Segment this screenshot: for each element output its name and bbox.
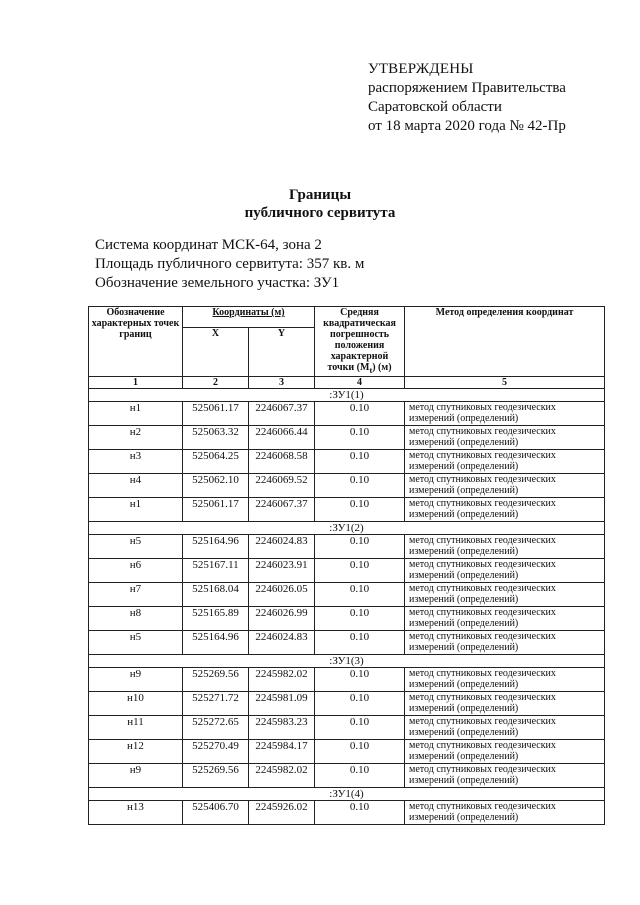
x-cell: 525064.25 bbox=[183, 450, 249, 474]
x-cell: 525270.49 bbox=[183, 740, 249, 764]
x-cell: 525269.56 bbox=[183, 668, 249, 692]
error-cell: 0.10 bbox=[315, 559, 405, 583]
error-cell: 0.10 bbox=[315, 692, 405, 716]
land-plot-designation: Обозначение земельного участка: ЗУ1 bbox=[95, 275, 340, 291]
group-label: :ЗУ1(1) bbox=[89, 389, 605, 402]
error-cell: 0.10 bbox=[315, 740, 405, 764]
method-cell: метод спутниковых геодезических измерений (определений) bbox=[405, 535, 605, 559]
y-cell: 2246068.58 bbox=[249, 450, 315, 474]
error-cell: 0.10 bbox=[315, 668, 405, 692]
header-point: Обозначение характерных точек границ bbox=[89, 307, 183, 377]
x-cell: 525164.96 bbox=[183, 535, 249, 559]
header-coords: Координаты (м) bbox=[183, 307, 315, 328]
table-row bbox=[89, 692, 605, 716]
method-cell: метод спутниковых геодезических измерений (определений) bbox=[405, 402, 605, 426]
table-row bbox=[89, 764, 605, 788]
error-cell: 0.10 bbox=[315, 402, 405, 426]
approval-line: Саратовской области bbox=[368, 99, 502, 115]
y-cell: 2245982.02 bbox=[249, 668, 315, 692]
table-row bbox=[89, 426, 605, 450]
y-cell: 2246026.99 bbox=[249, 607, 315, 631]
column-number: 5 bbox=[405, 377, 605, 389]
point-cell: н6 bbox=[89, 559, 183, 583]
y-cell: 2246067.37 bbox=[249, 402, 315, 426]
point-cell: н4 bbox=[89, 474, 183, 498]
group-row bbox=[89, 655, 605, 668]
table-row bbox=[89, 668, 605, 692]
column-number: 4 bbox=[315, 377, 405, 389]
document-title bbox=[0, 186, 640, 222]
table-row bbox=[89, 474, 605, 498]
group-label: :ЗУ1(3) bbox=[89, 655, 605, 668]
y-cell: 2246066.44 bbox=[249, 426, 315, 450]
error-cell: 0.10 bbox=[315, 450, 405, 474]
servitude-area: Площадь публичного сервитута: 357 кв. м bbox=[95, 256, 365, 272]
y-cell: 2245926.02 bbox=[249, 801, 315, 825]
method-cell: метод спутниковых геодезических измерений (определений) bbox=[405, 764, 605, 788]
point-cell: н1 bbox=[89, 402, 183, 426]
method-cell: метод спутниковых геодезических измерений (определений) bbox=[405, 668, 605, 692]
table-row bbox=[89, 535, 605, 559]
method-cell: метод спутниковых геодезических измерений (определений) bbox=[405, 740, 605, 764]
x-cell: 525168.04 bbox=[183, 583, 249, 607]
method-cell: метод спутниковых геодезических измерений (определений) bbox=[405, 474, 605, 498]
point-cell: н13 bbox=[89, 801, 183, 825]
error-cell: 0.10 bbox=[315, 474, 405, 498]
error-cell: 0.10 bbox=[315, 716, 405, 740]
y-cell: 2246069.52 bbox=[249, 474, 315, 498]
column-number: 3 bbox=[249, 377, 315, 389]
error-cell: 0.10 bbox=[315, 801, 405, 825]
header-error: Средняя квадратическая погрешность положения характерной точки $(M_t)$ (м) bbox=[315, 307, 405, 377]
method-cell: метод спутниковых геодезических измерений (определений) bbox=[405, 450, 605, 474]
table-row bbox=[89, 559, 605, 583]
method-cell: метод спутниковых геодезических измерений (определений) bbox=[405, 631, 605, 655]
x-cell: 525167.11 bbox=[183, 559, 249, 583]
y-cell: 2246023.91 bbox=[249, 559, 315, 583]
coordinate-system: Система координат МСК-64, зона 2 bbox=[95, 237, 322, 253]
point-cell: н8 bbox=[89, 607, 183, 631]
y-cell: 2246067.37 bbox=[249, 498, 315, 522]
column-numbers-row bbox=[89, 377, 605, 389]
error-cell: 0.10 bbox=[315, 498, 405, 522]
table-row bbox=[89, 450, 605, 474]
error-cell: 0.10 bbox=[315, 764, 405, 788]
table-row bbox=[89, 740, 605, 764]
approval-block bbox=[368, 60, 566, 136]
coordinates-table bbox=[88, 306, 605, 825]
point-cell: н7 bbox=[89, 583, 183, 607]
error-cell: 0.10 bbox=[315, 583, 405, 607]
method-cell: метод спутниковых геодезических измерений (определений) bbox=[405, 426, 605, 450]
x-cell: 525272.65 bbox=[183, 716, 249, 740]
x-cell: 525269.56 bbox=[183, 764, 249, 788]
point-cell: н3 bbox=[89, 450, 183, 474]
method-cell: метод спутниковых геодезических измерений (определений) bbox=[405, 583, 605, 607]
title-line: публичного сервитута bbox=[244, 205, 396, 221]
method-cell: метод спутниковых геодезических измерений (определений) bbox=[405, 801, 605, 825]
x-cell: 525406.70 bbox=[183, 801, 249, 825]
point-cell: н2 bbox=[89, 426, 183, 450]
x-cell: 525165.89 bbox=[183, 607, 249, 631]
table-row bbox=[89, 631, 605, 655]
x-cell: 525271.72 bbox=[183, 692, 249, 716]
x-cell: 525061.17 bbox=[183, 402, 249, 426]
column-number: 2 bbox=[183, 377, 249, 389]
table-row bbox=[89, 607, 605, 631]
table-row bbox=[89, 402, 605, 426]
point-cell: н5 bbox=[89, 631, 183, 655]
x-cell: 525063.32 bbox=[183, 426, 249, 450]
method-cell: метод спутниковых геодезических измерений (определений) bbox=[405, 559, 605, 583]
x-cell: 525061.17 bbox=[183, 498, 249, 522]
table-row bbox=[89, 583, 605, 607]
y-cell: 2246024.83 bbox=[249, 535, 315, 559]
point-cell: н9 bbox=[89, 668, 183, 692]
y-cell: 2246024.83 bbox=[249, 631, 315, 655]
group-row bbox=[89, 522, 605, 535]
method-cell: метод спутниковых геодезических измерений (определений) bbox=[405, 716, 605, 740]
table-row bbox=[89, 498, 605, 522]
y-cell: 2246026.05 bbox=[249, 583, 315, 607]
y-cell: 2245984.17 bbox=[249, 740, 315, 764]
error-cell: 0.10 bbox=[315, 535, 405, 559]
approval-date: от 18 марта 2020 года № 42-Пр bbox=[368, 118, 566, 134]
info-block bbox=[95, 236, 364, 293]
error-cell: 0.10 bbox=[315, 426, 405, 450]
method-cell: метод спутниковых геодезических измерений (определений) bbox=[405, 498, 605, 522]
header-method: Метод определения координат bbox=[405, 307, 605, 377]
group-row bbox=[89, 389, 605, 402]
group-row bbox=[89, 788, 605, 801]
method-cell: метод спутниковых геодезических измерений (определений) bbox=[405, 692, 605, 716]
error-cell: 0.10 bbox=[315, 631, 405, 655]
point-cell: н11 bbox=[89, 716, 183, 740]
group-label: :ЗУ1(2) bbox=[89, 522, 605, 535]
y-cell: 2245983.23 bbox=[249, 716, 315, 740]
error-cell: 0.10 bbox=[315, 607, 405, 631]
point-cell: н1 bbox=[89, 498, 183, 522]
point-cell: н5 bbox=[89, 535, 183, 559]
table-row bbox=[89, 801, 605, 825]
table-row bbox=[89, 716, 605, 740]
approval-heading: УТВЕРЖДЕНЫ bbox=[368, 61, 474, 77]
header-x: X bbox=[183, 328, 249, 377]
x-cell: 525164.96 bbox=[183, 631, 249, 655]
y-cell: 2245982.02 bbox=[249, 764, 315, 788]
title-line: Границы bbox=[288, 187, 352, 203]
approval-line: распоряжением Правительства bbox=[368, 80, 566, 96]
point-cell: н10 bbox=[89, 692, 183, 716]
point-cell: н9 bbox=[89, 764, 183, 788]
y-cell: 2245981.09 bbox=[249, 692, 315, 716]
method-cell: метод спутниковых геодезических измерений (определений) bbox=[405, 607, 605, 631]
group-label: :ЗУ1(4) bbox=[89, 788, 605, 801]
table-body bbox=[89, 389, 605, 825]
column-number: 1 bbox=[89, 377, 183, 389]
x-cell: 525062.10 bbox=[183, 474, 249, 498]
header-y: Y bbox=[249, 328, 315, 377]
point-cell: н12 bbox=[89, 740, 183, 764]
